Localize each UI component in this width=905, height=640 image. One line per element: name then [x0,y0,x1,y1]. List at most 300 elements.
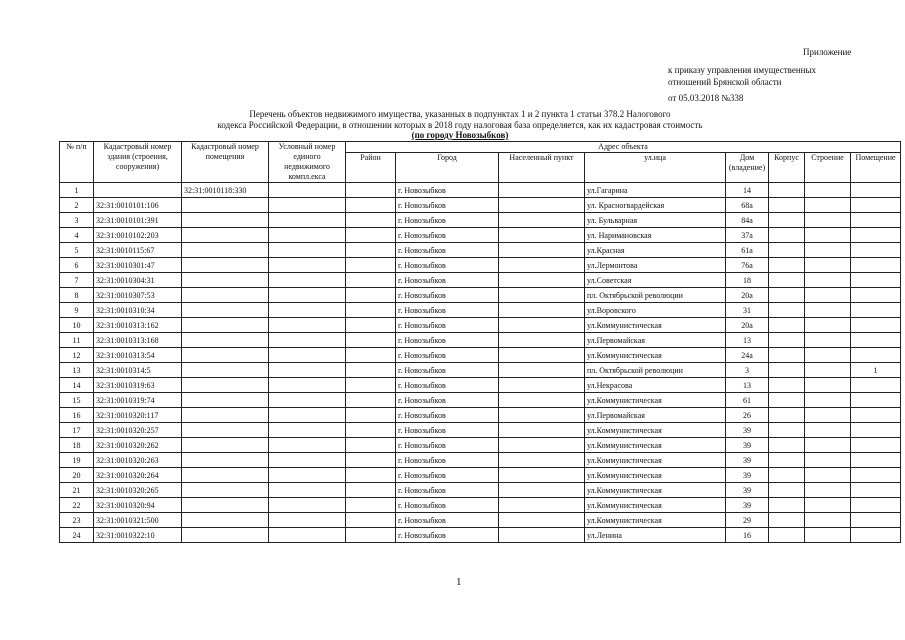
house-cell: 20а [726,318,769,333]
table-row [60,483,901,498]
settlement-cell [499,333,585,348]
korpus-cell [769,198,805,213]
row-number: 6 [60,258,94,273]
room-cadastral-cell [182,393,269,408]
settlement-cell [499,408,585,423]
korpus-cell [769,438,805,453]
house-cell: 39 [726,438,769,453]
city-cell: г. Новозыбков [396,498,499,513]
building-cadastral-cell: 32:31:0010301:47 [94,258,182,273]
korpus-cell [769,183,805,198]
city-cell: г. Новозыбков [396,528,499,543]
district-cell [346,408,396,423]
table-row [60,243,901,258]
korpus-cell [769,528,805,543]
complex-cell [269,528,346,543]
col-header-room-cadastral: Кадастровый номер помещения [182,142,269,183]
room-cadastral-cell [182,363,269,378]
stroenie-cell [805,423,851,438]
complex-cell [269,273,346,288]
street-cell: ул.Коммунистическая [585,453,726,468]
street-cell: ул.Коммунистическая [585,498,726,513]
room-cadastral-cell [182,423,269,438]
complex-cell [269,468,346,483]
city-cell: г. Новозыбков [396,303,499,318]
house-cell: 39 [726,483,769,498]
room-cadastral-cell [182,528,269,543]
house-cell: 37а [726,228,769,243]
settlement-cell [499,228,585,243]
pomeshchenie-cell [851,228,901,243]
house-cell: 68а [726,198,769,213]
row-number: 22 [60,498,94,513]
korpus-cell [769,333,805,348]
room-cadastral-cell [182,243,269,258]
district-cell [346,243,396,258]
city-cell: г. Новозыбков [396,243,499,258]
korpus-cell [769,363,805,378]
col-header-building-cadastral: Кадастровый номер здания (строения, сооружения) [94,142,182,183]
district-cell [346,198,396,213]
house-cell: 39 [726,468,769,483]
complex-cell [269,348,346,363]
table-row [60,333,901,348]
row-number: 21 [60,483,94,498]
street-cell: ул. Красногвардейская [585,198,726,213]
house-cell: 20а [726,288,769,303]
complex-cell [269,498,346,513]
district-cell [346,468,396,483]
korpus-cell [769,423,805,438]
settlement-cell [499,513,585,528]
district-cell [346,513,396,528]
house-cell: 84а [726,213,769,228]
pomeshchenie-cell [851,348,901,363]
street-cell: ул. Бульварная [585,213,726,228]
settlement-cell [499,288,585,303]
city-cell: г. Новозыбков [396,408,499,423]
table-row [60,228,901,243]
street-cell: пл. Октябрьской революции [585,363,726,378]
row-number: 24 [60,528,94,543]
settlement-cell [499,468,585,483]
building-cadastral-cell: 32:31:0010102:203 [94,228,182,243]
col-header-pomeshchenie: Помещение [851,153,901,183]
pomeshchenie-cell [851,378,901,393]
title-city: (по городу Новозыбков) [411,130,509,140]
col-header-stroenie: Строение [805,153,851,183]
col-header-city: Город [396,153,499,183]
house-cell: 3 [726,363,769,378]
table-row [60,363,901,378]
title-line-1: Перечень объектов недвижимого имущества, указанных в подпунктах 1 и 2 пункта 1 статьи 378.2 Налогового [249,109,671,119]
stroenie-cell [805,318,851,333]
stroenie-cell [805,378,851,393]
city-cell: г. Новозыбков [396,318,499,333]
complex-cell [269,258,346,273]
street-cell: ул.Первомайская [585,408,726,423]
pomeshchenie-cell [851,408,901,423]
row-number: 7 [60,273,94,288]
city-cell: г. Новозыбков [396,348,499,363]
street-cell: ул.Коммунистическая [585,468,726,483]
room-cadastral-cell [182,468,269,483]
table-row [60,183,901,198]
stroenie-cell [805,453,851,468]
room-cadastral-cell [182,513,269,528]
room-cadastral-cell [182,378,269,393]
city-cell: г. Новозыбков [396,468,499,483]
room-cadastral-cell [182,273,269,288]
district-cell [346,393,396,408]
complex-cell [269,393,346,408]
street-cell: ул.Ленина [585,528,726,543]
building-cadastral-cell: 32:31:0010310:34 [94,303,182,318]
table-row [60,258,901,273]
korpus-cell [769,498,805,513]
pomeshchenie-cell [851,288,901,303]
house-cell: 39 [726,453,769,468]
stroenie-cell [805,438,851,453]
korpus-cell [769,468,805,483]
complex-cell [269,288,346,303]
building-cadastral-cell: 32:31:0010320:265 [94,483,182,498]
row-number: 12 [60,348,94,363]
house-cell: 31 [726,303,769,318]
street-cell: ул.Первомайская [585,333,726,348]
complex-cell [269,228,346,243]
row-number: 15 [60,393,94,408]
complex-cell [269,243,346,258]
settlement-cell [499,453,585,468]
house-cell: 24а [726,348,769,363]
house-cell: 13 [726,378,769,393]
city-cell: г. Новозыбков [396,288,499,303]
city-cell: г. Новозыбков [396,363,499,378]
complex-cell [269,198,346,213]
settlement-cell [499,198,585,213]
house-cell: 26 [726,408,769,423]
stroenie-cell [805,273,851,288]
room-cadastral-cell [182,438,269,453]
settlement-cell [499,483,585,498]
room-cadastral-cell [182,408,269,423]
room-cadastral-cell [182,213,269,228]
stroenie-cell [805,243,851,258]
building-cadastral-cell: 32:31:0010320:94 [94,498,182,513]
col-header-district: Район [346,153,396,183]
settlement-cell [499,318,585,333]
district-cell [346,348,396,363]
korpus-cell [769,348,805,363]
col-header-street: ул.ица [585,153,726,183]
city-cell: г. Новозыбков [396,453,499,468]
col-header-address: Адрес объекта [346,142,901,153]
room-cadastral-cell [182,198,269,213]
district-cell [346,183,396,198]
row-number: 5 [60,243,94,258]
pomeshchenie-cell [851,183,901,198]
row-number: 10 [60,318,94,333]
building-cadastral-cell: 32:31:0010319:74 [94,393,182,408]
table-row [60,498,901,513]
room-cadastral-cell [182,333,269,348]
building-cadastral-cell: 32:31:0010314:5 [94,363,182,378]
street-cell: ул.Коммунистическая [585,393,726,408]
table-row [60,438,901,453]
pomeshchenie-cell [851,498,901,513]
settlement-cell [499,213,585,228]
pomeshchenie-cell [851,273,901,288]
district-cell [346,333,396,348]
street-cell: ул. Наримановская [585,228,726,243]
col-header-house: Дом (владение) [726,153,769,183]
building-cadastral-cell: 32:31:0010320:264 [94,468,182,483]
pomeshchenie-cell [851,423,901,438]
building-cadastral-cell: 32:31:0010115:67 [94,243,182,258]
table-row [60,348,901,363]
city-cell: г. Новозыбков [396,213,499,228]
settlement-cell [499,183,585,198]
city-cell: г. Новозыбков [396,513,499,528]
complex-cell [269,303,346,318]
table-row [60,378,901,393]
row-number: 16 [60,408,94,423]
pomeshchenie-cell [851,483,901,498]
row-number: 9 [60,303,94,318]
table-row [60,273,901,288]
house-cell: 13 [726,333,769,348]
building-cadastral-cell: 32:31:0010313:54 [94,348,182,363]
house-cell: 39 [726,423,769,438]
settlement-cell [499,423,585,438]
district-cell [346,228,396,243]
city-cell: г. Новозыбков [396,438,499,453]
street-cell: ул.Коммунистическая [585,318,726,333]
row-number: 3 [60,213,94,228]
korpus-cell [769,453,805,468]
house-cell: 61а [726,243,769,258]
settlement-cell [499,273,585,288]
header-appendix: Приложение [803,47,852,57]
city-cell: г. Новозыбков [396,258,499,273]
stroenie-cell [805,198,851,213]
complex-cell [269,183,346,198]
room-cadastral-cell [182,453,269,468]
complex-cell [269,213,346,228]
pomeshchenie-cell [851,258,901,273]
row-number: 8 [60,288,94,303]
room-cadastral-cell [182,288,269,303]
city-cell: г. Новозыбков [396,483,499,498]
district-cell [346,438,396,453]
building-cadastral-cell: 32:31:0010321:500 [94,513,182,528]
district-cell [346,498,396,513]
row-number: 4 [60,228,94,243]
pomeshchenie-cell [851,453,901,468]
city-cell: г. Новозыбков [396,273,499,288]
house-cell: 61 [726,393,769,408]
district-cell [346,303,396,318]
building-cadastral-cell: 32:31:0010319:63 [94,378,182,393]
col-header-korpus: Корпус [769,153,805,183]
room-cadastral-cell [182,303,269,318]
pomeshchenie-cell [851,468,901,483]
building-cadastral-cell: 32:31:0010313:168 [94,333,182,348]
street-cell: ул.Советская [585,273,726,288]
district-cell [346,213,396,228]
pomeshchenie-cell [851,198,901,213]
korpus-cell [769,258,805,273]
pomeshchenie-cell [851,333,901,348]
korpus-cell [769,288,805,303]
room-cadastral-cell [182,483,269,498]
row-number: 20 [60,468,94,483]
city-cell: г. Новозыбков [396,393,499,408]
room-cadastral-cell [182,258,269,273]
col-header-complex-number: Условный номер единого недвижимого компл.екса [269,142,346,183]
house-cell: 18 [726,273,769,288]
stroenie-cell [805,393,851,408]
street-cell: ул.Красная [585,243,726,258]
row-number: 2 [60,198,94,213]
row-number: 18 [60,438,94,453]
row-number: 1 [60,183,94,198]
korpus-cell [769,483,805,498]
complex-cell [269,408,346,423]
col-header-num: № п/п [60,142,94,183]
stroenie-cell [805,213,851,228]
building-cadastral-cell: 32:31:0010322:10 [94,528,182,543]
stroenie-cell [805,363,851,378]
table-row [60,408,901,423]
building-cadastral-cell: 32:31:0010320:263 [94,453,182,468]
row-number: 19 [60,453,94,468]
building-cadastral-cell [94,183,182,198]
city-cell: г. Новозыбков [396,198,499,213]
room-cadastral-cell: 32:31:0010118:330 [182,183,269,198]
pomeshchenie-cell [851,318,901,333]
district-cell [346,258,396,273]
street-cell: ул.Гагарина [585,183,726,198]
street-cell: ул.Коммунистическая [585,348,726,363]
stroenie-cell [805,468,851,483]
table-row [60,213,901,228]
room-cadastral-cell [182,498,269,513]
korpus-cell [769,318,805,333]
district-cell [346,423,396,438]
complex-cell [269,363,346,378]
table-row [60,288,901,303]
complex-cell [269,453,346,468]
city-cell: г. Новозыбков [396,333,499,348]
district-cell [346,528,396,543]
header-order-line: к приказу управления имущественных [668,65,817,75]
stroenie-cell [805,528,851,543]
row-number: 14 [60,378,94,393]
street-cell: ул.Воровского [585,303,726,318]
stroenie-cell [805,348,851,363]
district-cell [346,273,396,288]
korpus-cell [769,273,805,288]
district-cell [346,483,396,498]
room-cadastral-cell [182,348,269,363]
pomeshchenie-cell: 1 [851,363,901,378]
settlement-cell [499,348,585,363]
house-cell: 39 [726,498,769,513]
korpus-cell [769,228,805,243]
settlement-cell [499,438,585,453]
settlement-cell [499,393,585,408]
table-row [60,393,901,408]
settlement-cell [499,378,585,393]
stroenie-cell [805,288,851,303]
room-cadastral-cell [182,228,269,243]
title-line-2: кодекса Российской Федерации, в отношении которых в 2018 году налоговая база определяется, как их кадастровая стоимость [217,120,703,130]
complex-cell [269,423,346,438]
table-row [60,513,901,528]
building-cadastral-cell: 32:31:0010313:162 [94,318,182,333]
row-number: 11 [60,333,94,348]
stroenie-cell [805,483,851,498]
stroenie-cell [805,183,851,198]
settlement-cell [499,243,585,258]
house-cell: 14 [726,183,769,198]
street-cell: ул.Лермонтова [585,258,726,273]
building-cadastral-cell: 32:31:0010320:262 [94,438,182,453]
room-cadastral-cell [182,318,269,333]
header-date-line: от 05.03.2018 №338 [668,93,744,103]
street-cell: ул.Коммунистическая [585,483,726,498]
stroenie-cell [805,333,851,348]
page-number: 1 [456,576,462,588]
korpus-cell [769,243,805,258]
stroenie-cell [805,513,851,528]
street-cell: пл. Октябрьской революции [585,288,726,303]
table-row [60,528,901,543]
complex-cell [269,483,346,498]
table-row [60,198,901,213]
stroenie-cell [805,303,851,318]
korpus-cell [769,378,805,393]
city-cell: г. Новозыбков [396,423,499,438]
row-number: 13 [60,363,94,378]
street-cell: ул.Коммунистическая [585,513,726,528]
property-table [59,141,901,543]
building-cadastral-cell: 32:31:0010304:31 [94,273,182,288]
settlement-cell [499,498,585,513]
pomeshchenie-cell [851,243,901,258]
col-header-settlement: Населенный пункт [499,153,585,183]
building-cadastral-cell: 32:31:0010101:391 [94,213,182,228]
korpus-cell [769,513,805,528]
table-row [60,318,901,333]
table-row [60,453,901,468]
complex-cell [269,318,346,333]
table-row [60,423,901,438]
pomeshchenie-cell [851,528,901,543]
pomeshchenie-cell [851,393,901,408]
stroenie-cell [805,408,851,423]
stroenie-cell [805,228,851,243]
stroenie-cell [805,258,851,273]
settlement-cell [499,363,585,378]
district-cell [346,363,396,378]
pomeshchenie-cell [851,303,901,318]
table-row [60,303,901,318]
header-department-line: отношений Брянской области [668,77,782,87]
row-number: 17 [60,423,94,438]
